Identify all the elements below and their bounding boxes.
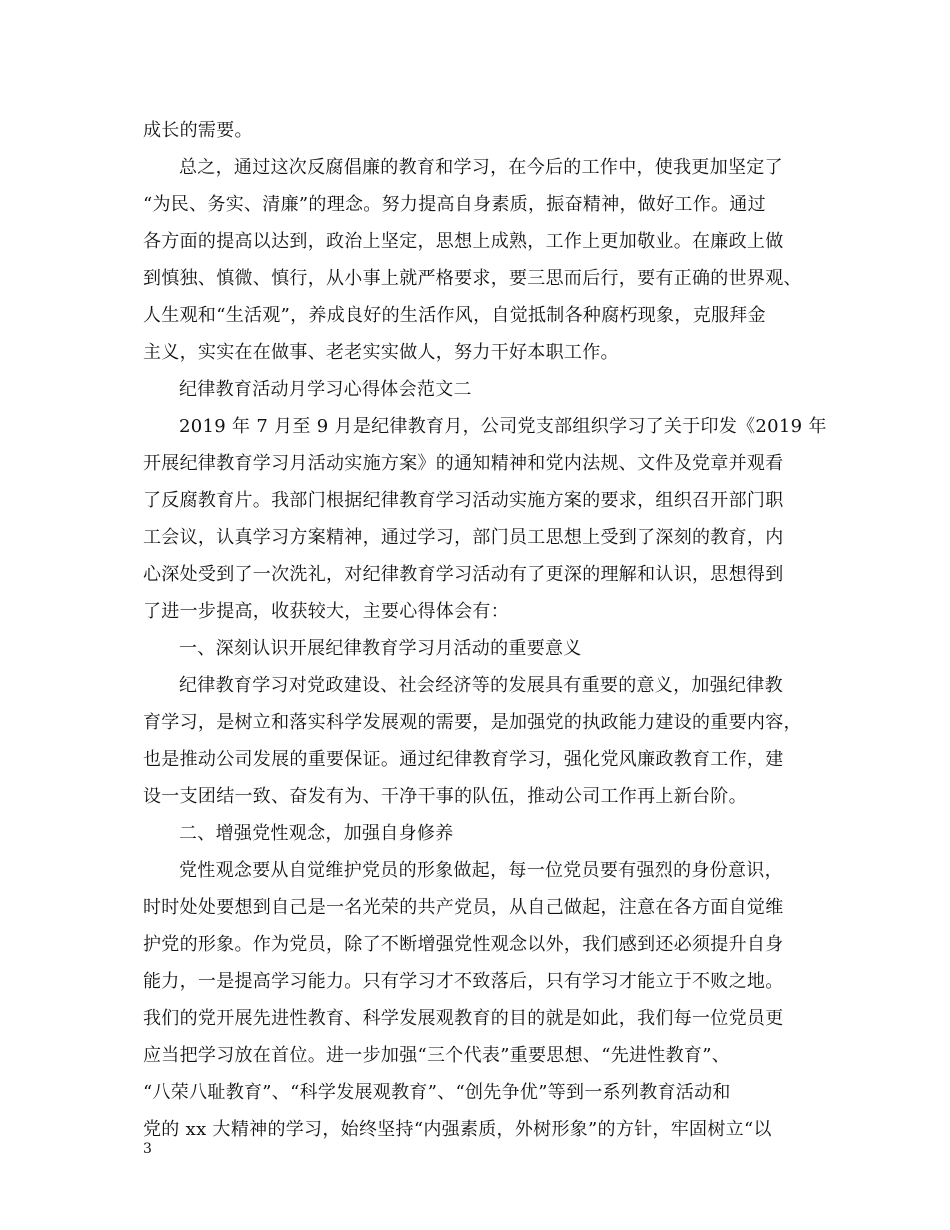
text-line: 育学习，是树立和落实科学发展观的需要，是加强党的执政能力建设的重要内容， [143,712,802,733]
text-line: 各方面的提高以达到，政治上坚定，思想上成熟，工作上更加敬业。在廉政上做 [143,231,784,252]
text-line: 开展纪律教育学习月活动实施方案》的通知精神和党内法规、文件及党章并观看 [143,453,784,474]
text-line: 设一支团结一致、奋发有为、干净干事的队伍，推动公司工作再上新台阶。 [143,786,747,807]
text-line: 人生观和“生活观”，养成良好的生活作风，自觉抵制各种腐朽现象，克服拜金 [143,305,766,326]
text-line: 党性观念要从自觉维护党员的形象做起，每一位党员要有强烈的身份意识， [179,860,783,881]
page-number: 3 [143,1141,152,1157]
text-line: 党的 xx 大精神的学习，始终坚持“内强素质，外树形象”的方针，牢固树立“以 [143,1119,772,1140]
text-line: “为民、务实、清廉”的理念。努力提高自身素质，振奋精神，做好工作。通过 [143,194,766,215]
text-line: 了反腐教育片。我部门根据纪律教育学习活动实施方案的要求，组织召开部门职 [143,490,784,511]
text-line: 二、增强党性观念，加强自身修养 [179,823,454,844]
text-line: “八荣八耻教育”、“科学发展观教育”、“创先争优”等到一系列教育活动和 [143,1082,731,1103]
text-line: 到慎独、慎微、慎行，从小事上就严格要求，要三思而后行，要有正确的世界观、 [143,268,802,289]
text-line: 也是推动公司发展的重要保证。通过纪律教育学习，强化党风廉政教育工作，建 [143,749,784,770]
text-line: 我们的党开展先进性教育、科学发展观教育的目的就是如此，我们每一位党员更 [143,1008,784,1029]
text-line: 能力，一是提高学习能力。只有学习才不致落后，只有学习才能立于不败之地。 [143,971,784,992]
text-line: 成长的需要。 [143,120,253,141]
text-line: 时时处处要想到自己是一名光荣的共产党员，从自己做起，注意在各方面自觉维 [143,897,784,918]
body-text [143,112,827,1148]
text-line: 纪律教育学习对党政建设、社会经济等的发展具有重要的意义，加强纪律教 [179,675,783,696]
text-line: 护党的形象。作为党员，除了不断增强党性观念以外，我们感到还必须提升自身 [143,934,784,955]
text-line: 了进一步提高，收获较大，主要心得体会有： [143,601,509,622]
text-line: 2019 年 7 月至 9 月是纪律教育月，公司党支部组织学习了关于印发《2019 年 [179,416,827,437]
text-line: 总之，通过这次反腐倡廉的教育和学习，在今后的工作中，使我更加坚定了 [179,157,783,178]
text-line: 纪律教育活动月学习心得体会范文二 [179,379,472,400]
text-line: 心深处受到了一次洗礼，对纪律教育学习活动有了更深的理解和认识，思想得到 [143,564,784,585]
text-line: 工会议，认真学习方案精神，通过学习，部门员工思想上受到了深刻的教育，内 [143,527,784,548]
text-line: 一、深刻认识开展纪律教育学习月活动的重要意义 [179,638,582,659]
text-line: 应当把学习放在首位。进一步加强“三个代表”重要思想、“先进性教育”、 [143,1045,731,1066]
text-line: 主义，实实在在做事、老老实实做人，努力干好本职工作。 [143,342,619,363]
